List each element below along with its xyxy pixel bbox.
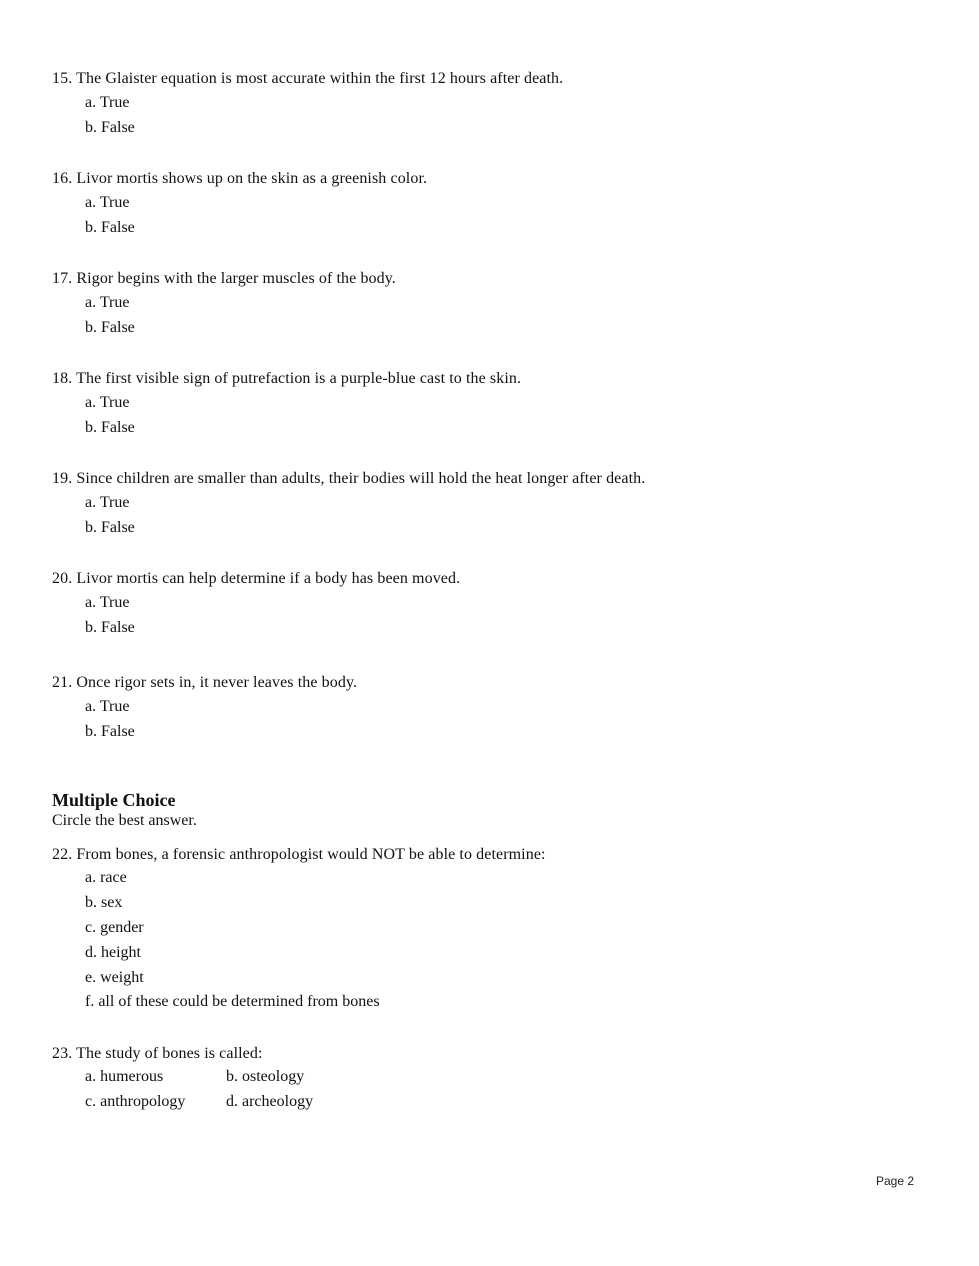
section-instructions: Circle the best answer. [52,812,197,829]
question-20-option-b: b. False [85,619,135,636]
question-22-option-b: b. sex [85,894,123,911]
question-21: 21. Once rigor sets in, it never leaves the body. [52,674,358,691]
question-17-option-a: a. True [85,294,130,311]
question-19-option-b: b. False [85,519,135,536]
question-23-option-a: a. humerous [85,1068,164,1085]
section-heading: Multiple Choice [52,790,176,810]
question-20-option-a: a. True [85,594,130,611]
question-20: 20. Livor mortis can help determine if a body has been moved. [52,570,461,587]
question-21-option-b: b. False [85,723,135,740]
question-19-option-a: a. True [85,494,130,511]
question-22-option-a: a. race [85,869,127,886]
question-21-option-a: a. True [85,698,130,715]
question-18-option-b: b. False [85,419,135,436]
question-18-option-a: a. True [85,394,130,411]
question-22: 22. From bones, a forensic anthropologist would NOT be able to determine: [52,846,546,863]
page-number: Page 2 [876,1174,915,1188]
question-19: 19. Since children are smaller than adults, their bodies will hold the heat longer after death. [52,470,646,487]
question-22-option-f: f. all of these could be determined from bones [85,993,380,1010]
question-17: 17. Rigor begins with the larger muscles of the body. [52,270,396,287]
question-23: 23. The study of bones is called: [52,1045,263,1062]
question-15-option-b: b. False [85,119,135,136]
question-23-option-d: d. archeology [226,1093,314,1110]
question-18: 18. The first visible sign of putrefaction is a purple-blue cast to the skin. [52,370,522,387]
question-23-option-b: b. osteology [226,1068,305,1085]
question-22-option-d: d. height [85,944,141,961]
question-17-option-b: b. False [85,319,135,336]
question-15: 15. The Glaister equation is most accurate within the first 12 hours after death. [52,70,564,87]
question-22-option-c: c. gender [85,919,144,936]
question-23-option-c: c. anthropology [85,1093,186,1110]
question-22-option-e: e. weight [85,969,144,986]
question-16-option-b: b. False [85,219,135,236]
question-16: 16. Livor mortis shows up on the skin as a greenish color. [52,170,428,187]
question-16-option-a: a. True [85,194,130,211]
question-15-option-a: a. True [85,94,130,111]
